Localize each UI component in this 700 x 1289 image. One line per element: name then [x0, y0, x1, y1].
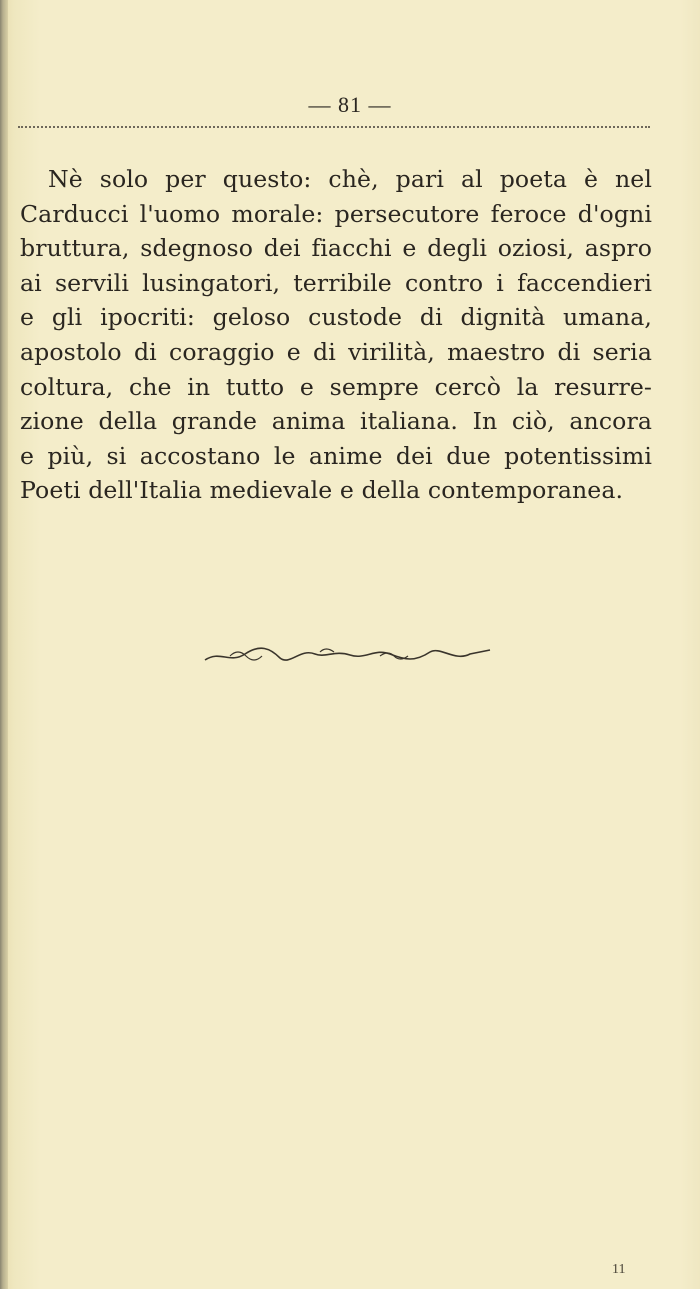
- page-binding-edge: [0, 0, 8, 1289]
- text-line: apostolo di coraggio e di virilità, maestro di seria: [20, 337, 652, 366]
- signature-mark: 11: [612, 1262, 626, 1277]
- text-line: e più, si accostano le anime dei due potentissimi: [20, 441, 652, 470]
- body-paragraph: [20, 162, 652, 508]
- text-line: ai servili lusingatori, terribile contro i faccendieri: [20, 268, 652, 297]
- text-line: Carducci l'uomo morale: persecutore feroce d'ogni: [20, 199, 652, 228]
- text-line: Poeti dell'Italia medievale e della contemporanea.: [20, 476, 624, 505]
- text-line: zione della grande anima italiana. In ciò, ancora: [20, 407, 652, 436]
- text-line: coltura, che in tutto e sempre cercò la resurre-: [20, 372, 652, 401]
- header-rule: [18, 126, 650, 128]
- text-line: e gli ipocriti: geloso custode di dignità umana,: [20, 303, 652, 332]
- page-number: — 81 —: [308, 92, 392, 117]
- text-line: bruttura, sdegnoso dei fiacchi e degli oziosi, aspro: [20, 234, 652, 263]
- decorative-flourish-icon: [200, 640, 500, 670]
- text-line: Nè solo per questo: chè, pari al poeta è nel: [48, 165, 652, 193]
